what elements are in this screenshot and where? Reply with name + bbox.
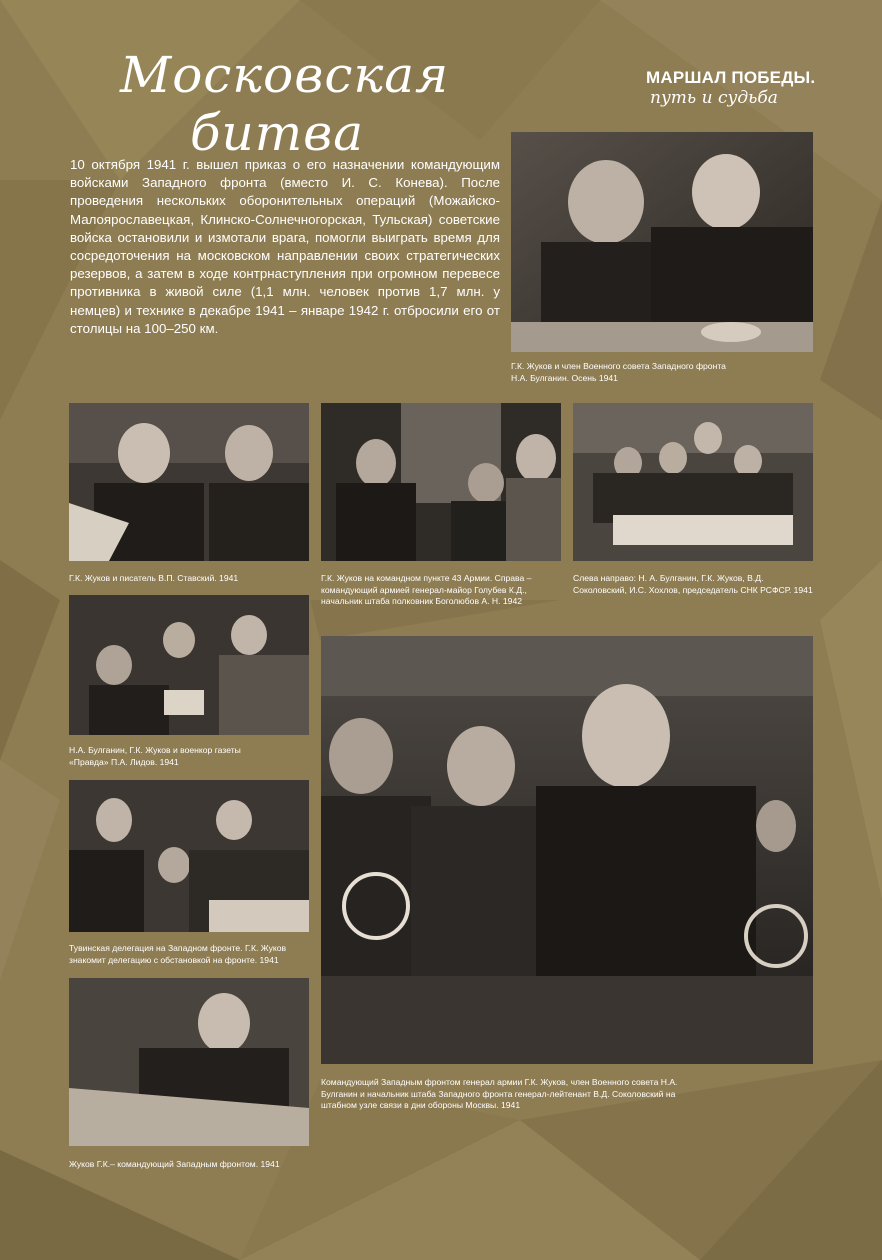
caption-left-3: Тувинская делегация на Западном фронте. Г.К. Жуков знакомит делегацию с обстановкой на фронте. 1941 [69, 943, 287, 965]
intro-paragraph: 10 октября 1941 г. вышел приказ о его назначении командующим войсками Западного фронта (вместо И. С. Конева). После проведения нескольких оборонительных операций (Можайско-Малоярославецкая, Клинско-Солнечногорская, Тульская) советские войска остановили и измотали врага, помогли выиграть время для сосредоточения на московском направлении своих стратегических резервов, а затем в ходе контрнаступления при огромном перевесе противника в живой силе (1,1 млн. человек против 1,7 млн. у немцев) и технике в декабре 1941 – январе 1942 г. отбросили его от столицы на 100–250 км. [70, 157, 500, 336]
brand-block [646, 68, 816, 108]
caption-big: Командующий Западным фронтом генерал армии Г.К. Жуков, член Военного совета Н.А. Булганин и начальник штаба Западного фронта генерал-лейтенант В.Д. Соколовский на штабном узле связи в дни обороны Москвы. 1941 [321, 1077, 678, 1110]
caption-row1-mid: Г.К. Жуков на командном пункте 43 Армии. Справа – командующий армией генерал-майор Голубев К.Д., начальник штаба полковник Боголюбов А. Н. 1942 [321, 573, 532, 606]
title-line-1: Московская [120, 46, 450, 104]
caption-left-4: Жуков Г.К.– командующий Западным фронтом. 1941 [69, 1159, 280, 1169]
photo-zhukov-bulganin [511, 132, 813, 352]
brand-subtitle: путь и судьба [650, 88, 778, 108]
caption-left-2: Н.А. Булганин, Г.К. Жуков и военкор газеты «Правда» П.А. Лидов. 1941 [69, 745, 241, 767]
caption-top-right: Г.К. Жуков и член Военного совета Западного фронта Н.А. Булганин. Осень 1941 [511, 361, 726, 383]
brand-main: МАРШАЛ ПОБЕДЫ. [646, 68, 816, 87]
photo-zhukov-stavsky [69, 403, 309, 561]
caption-row1-left: Г.К. Жуков и писатель В.П. Ставский. 1941 [69, 573, 239, 583]
photo-group-map [573, 403, 813, 561]
page-title [120, 46, 480, 166]
photo-headquarters-signal [321, 636, 813, 1064]
photo-zhukov-commander [69, 978, 309, 1146]
photo-bulganin-lidov [69, 595, 309, 735]
photo-tuvan-delegation [69, 780, 309, 932]
photo-43-army [321, 403, 561, 561]
caption-row1-right: Слева направо: Н. А. Булганин, Г.К. Жуков, В.Д. Соколовский, И.С. Хохлов, председатель СНК РСФСР. 1941 [573, 573, 813, 595]
title-line-2: битва [190, 104, 365, 162]
